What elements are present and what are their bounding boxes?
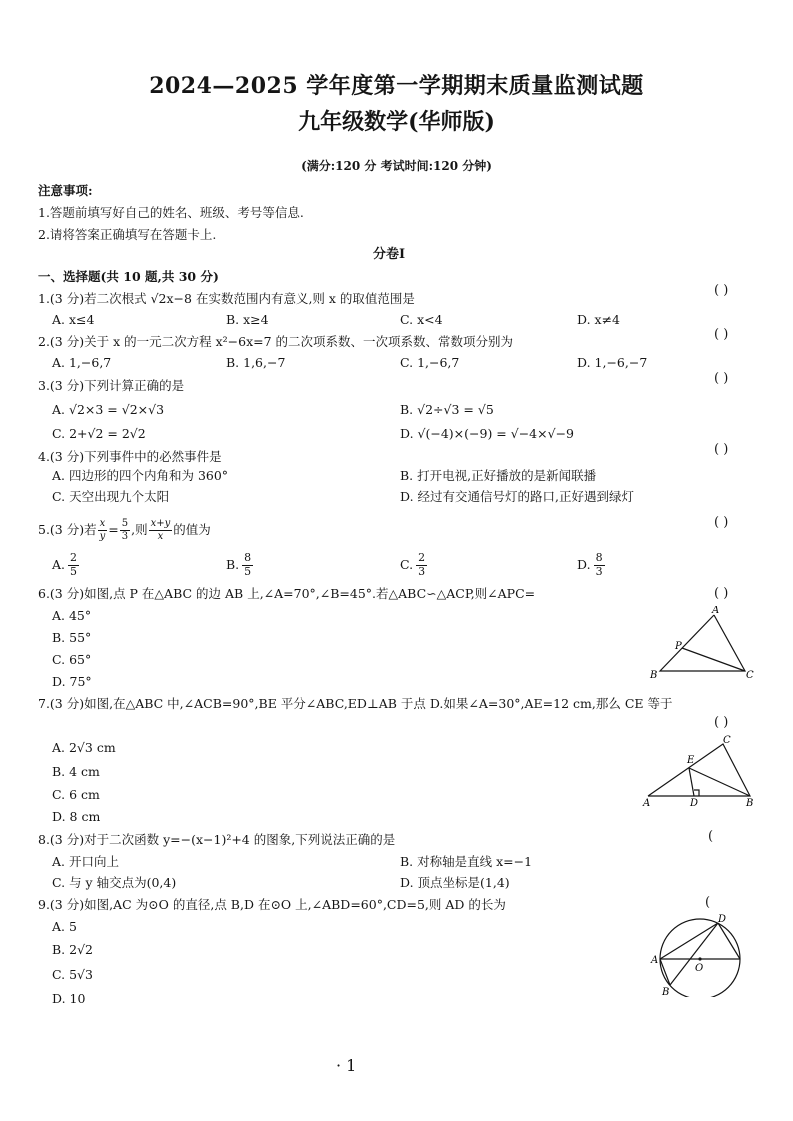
label-b: B: [746, 798, 754, 808]
frac-den: 5: [244, 564, 252, 578]
question-1-stem: 1.(3 分)若二次根式 √2x−8 在实数范围内有意义,则 x 的取值范围是: [38, 291, 415, 306]
question-8-option-a: A. 开口向上: [52, 854, 119, 869]
segment-dc: [718, 923, 740, 959]
question-1-answer-paren: ( ): [714, 283, 729, 298]
question-2-option-c: C. 1,−6,7: [400, 355, 460, 370]
question-8-stem: 8.(3 分)对于二次函数 y=−(x−1)²+4 的图象,下列说法正确的是: [38, 832, 396, 847]
question-6-option-b: B. 55°: [52, 630, 92, 645]
segment-ab: [660, 959, 670, 985]
question-6-option-c: C. 65°: [52, 652, 92, 667]
fraction-5-over-3: [120, 518, 130, 542]
frac-num: 8: [244, 551, 252, 564]
label-c: C: [746, 670, 754, 681]
triangle-abc: [648, 744, 750, 796]
frac-den: 3: [595, 564, 603, 578]
label-b: B: [662, 987, 670, 997]
label-a: A: [651, 955, 659, 966]
question-1-option-d: D. x≠4: [577, 312, 620, 327]
question-5-option-a: [52, 552, 79, 578]
frac-den: 3: [418, 564, 426, 578]
question-3-stem: 3.(3 分)下列计算正确的是: [38, 378, 185, 393]
segment-bd: [670, 923, 718, 985]
label-a: A: [643, 798, 651, 808]
part-label: 分卷Ⅰ: [373, 247, 406, 262]
question-2-stem: 2.(3 分)关于 x 的一元二次方程 x²−6x=7 的二次项系数、一次项系数、常数项分别为: [38, 334, 514, 349]
option-letter: B.: [226, 556, 240, 572]
question-5-mid: ,则: [131, 521, 148, 537]
frac-num: 8: [595, 551, 603, 564]
label-d: D: [690, 798, 699, 808]
question-7-option-c: C. 6 cm: [52, 787, 100, 802]
question-4-answer-paren: ( ): [714, 442, 729, 457]
option-fraction: [416, 552, 427, 578]
question-2-option-a: A. 1,−6,7: [52, 355, 112, 370]
question-8-option-d: D. 顶点坐标是(1,4): [400, 875, 510, 890]
frac-den: x: [157, 530, 164, 542]
question-9-answer-paren: (: [705, 895, 711, 910]
question-8-answer-paren: (: [708, 829, 714, 844]
question-1-option-b: B. x≥4: [226, 312, 269, 327]
question-5-answer-paren: ( ): [714, 515, 729, 530]
option-fraction: [242, 552, 253, 578]
question-5-option-b: [226, 552, 253, 578]
label-d: D: [718, 914, 727, 925]
option-letter: D.: [577, 556, 591, 572]
figure-triangle-abc-p: [648, 606, 758, 684]
frac-num: 2: [418, 551, 426, 564]
page-number: · 1: [336, 1056, 357, 1075]
question-9-option-b: B. 2√2: [52, 942, 94, 957]
question-2-option-d: D. 1,−6,−7: [577, 355, 648, 370]
segment-be: [689, 768, 750, 796]
exam-title: 2024—2025 学年度第一学期期末质量监测试题: [149, 73, 644, 99]
question-6-answer-paren: ( ): [714, 586, 729, 601]
question-4-stem: 4.(3 分)下列事件中的必然事件是: [38, 449, 222, 464]
fraction-expr: [149, 518, 173, 542]
notes-heading: 注意事项:: [38, 183, 93, 198]
exam-subtitle: 九年级数学(华师版): [298, 109, 495, 135]
question-3-option-a: A. √2×3 = √2×√3: [52, 402, 165, 417]
question-3-option-d: D. √(−4)×(−9) = √−4×√−9: [400, 426, 574, 441]
question-4-option-b: B. 打开电视,正好播放的是新闻联播: [400, 468, 597, 483]
question-4-option-d: D. 经过有交通信号灯的路口,正好遇到绿灯: [400, 489, 634, 504]
option-letter: C.: [400, 556, 414, 572]
question-7-option-d: D. 8 cm: [52, 809, 101, 824]
segment-pc: [682, 648, 745, 671]
question-5-option-c: [400, 552, 427, 578]
frac-den: y: [99, 530, 106, 542]
question-5-tail: 的值为: [173, 521, 211, 537]
question-9-option-d: D. 10: [52, 991, 86, 1006]
question-5-stem: 5.(3 分)若 $\frac{x}{y}$ = $\frac{5}{3}$ ,则 $\frac{x+y}{x}$ 的值为: [38, 518, 211, 542]
question-6-option-a: A. 45°: [52, 608, 92, 623]
note-item-2: 2.请将答案正确填写在答题卡上.: [38, 227, 217, 242]
label-e: E: [687, 755, 695, 766]
question-3-option-b: B. √2÷√3 = √5: [400, 402, 494, 417]
option-fraction: [68, 552, 79, 578]
question-6-stem: 6.(3 分)如图,点 P 在△ABC 的边 AB 上,∠A=70°,∠B=45°.若△ABC∽△ACP,则∠APC=: [38, 586, 536, 601]
question-8-option-c: C. 与 y 轴交点为(0,4): [52, 875, 177, 890]
label-p: P: [675, 641, 682, 652]
question-7-answer-paren: ( ): [714, 715, 729, 730]
label-o: O: [695, 963, 704, 974]
label-a: A: [712, 606, 720, 616]
question-6-option-d: D. 75°: [52, 674, 92, 689]
center-point: [698, 957, 701, 960]
frac-den: 5: [70, 564, 78, 578]
option-letter: A.: [52, 556, 66, 572]
question-9-stem: 9.(3 分)如图,AC 为⊙O 的直径,点 B,D 在⊙O 上,∠ABD=60°,CD=5,则 AD 的长为: [38, 897, 506, 912]
frac-num: x: [99, 518, 106, 529]
right-angle-mark: [694, 790, 699, 796]
segment-ad: [660, 923, 718, 959]
section-title: 一、选择题(共 10 题,共 30 分): [38, 269, 219, 284]
figure-right-triangle-bisector: [638, 734, 758, 808]
frac-num: 5: [121, 518, 129, 529]
question-3-answer-paren: ( ): [714, 371, 729, 386]
fraction-x-over-y: [98, 518, 108, 542]
question-9-option-c: C. 5√3: [52, 967, 93, 982]
segment-ed: [689, 768, 694, 796]
exam-meta: (满分:120 分 考试时间:120 分钟): [301, 159, 492, 173]
question-4-option-c: C. 天空出现九个太阳: [52, 489, 170, 504]
question-1-option-a: A. x≤4: [52, 312, 95, 327]
note-item-1: 1.答题前填写好自己的姓名、班级、考号等信息.: [38, 205, 304, 220]
question-2-option-b: B. 1,6,−7: [226, 355, 286, 370]
frac-den: 3: [121, 530, 129, 542]
question-3-option-c: C. 2+√2 = 2√2: [52, 426, 146, 441]
question-7-option-a: A. 2√3 cm: [52, 740, 116, 755]
frac-num: x+y: [150, 518, 171, 529]
frac-num: 2: [70, 551, 78, 564]
question-7-stem: 7.(3 分)如图,在△ABC 中,∠ACB=90°,BE 平分∠ABC,ED⊥AB 于点 D.如果∠A=30°,AE=12 cm,那么 CE 等于: [38, 696, 673, 711]
question-1-option-c: C. x<4: [400, 312, 443, 327]
question-5-option-d: [577, 552, 605, 578]
question-9-option-a: A. 5: [52, 919, 77, 934]
question-5-lead: 5.(3 分)若: [38, 521, 97, 537]
label-b: B: [650, 670, 658, 681]
question-4-option-a: A. 四边形的四个内角和为 360°: [52, 468, 229, 483]
figure-circle-o: [648, 913, 748, 997]
question-7-option-b: B. 4 cm: [52, 764, 100, 779]
triangle-abc: [660, 615, 745, 671]
question-2-answer-paren: ( ): [714, 327, 729, 342]
label-c: C: [723, 735, 731, 746]
option-fraction: [594, 552, 605, 578]
question-8-option-b: B. 对称轴是直线 x=−1: [400, 854, 533, 869]
